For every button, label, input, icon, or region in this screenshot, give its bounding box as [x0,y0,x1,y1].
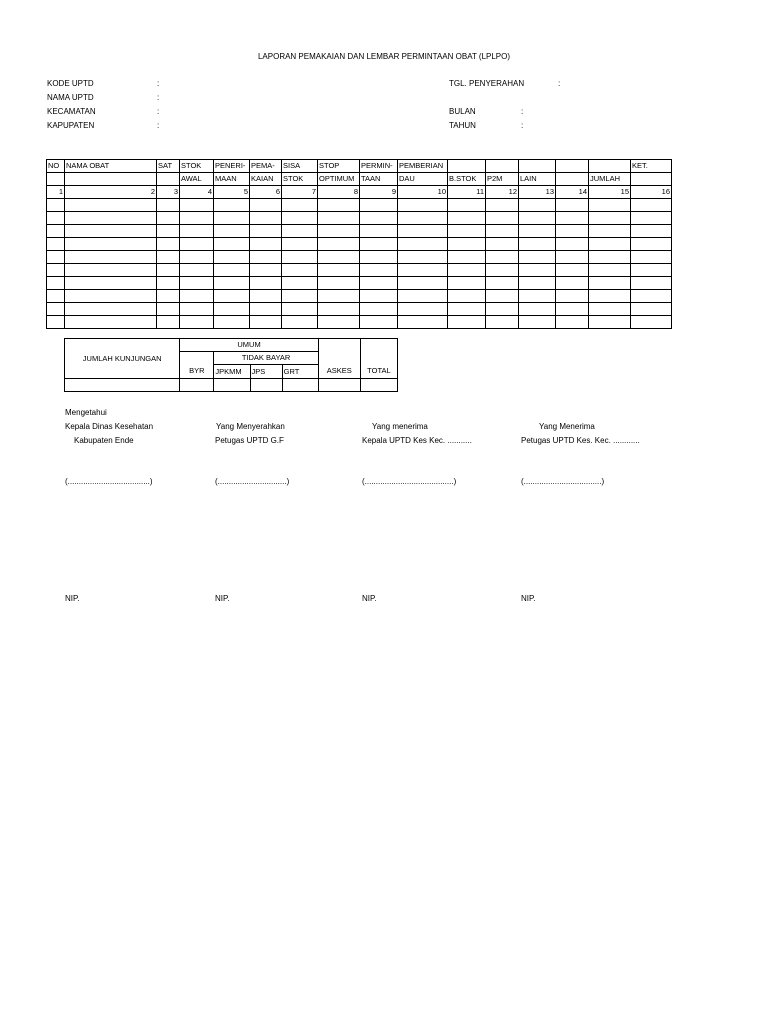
table-cell [589,160,631,173]
table-cell [398,238,448,251]
table-cell [398,277,448,290]
table-cell [486,225,519,238]
table-row [47,238,672,251]
table-cell [398,225,448,238]
sig1-nip: NIP. [65,594,80,603]
table-cell [448,160,486,173]
table-cell [180,225,214,238]
table-cell [589,212,631,225]
jpkmm-header: JPKMM [214,365,250,379]
sig4-blank: (...................................) [521,477,605,486]
table-cell: 12 [486,186,519,199]
table-cell [589,277,631,290]
table-cell [589,290,631,303]
table-cell [360,290,398,303]
table-cell [250,303,282,316]
table-cell [556,225,589,238]
sig3-title: Yang menerima [372,422,428,431]
table-cell [448,316,486,329]
table-cell [519,160,556,173]
field-tgl-penyerahan-sep: : [558,79,561,88]
table-cell: DAU [398,173,448,186]
table-cell: 2 [65,186,157,199]
table-cell [398,264,448,277]
table-cell [556,173,589,186]
table-cell: KAIAN [250,173,282,186]
table-cell: 5 [214,186,250,199]
table-cell [631,316,672,329]
table-cell [631,173,672,186]
table-cell [47,212,65,225]
table-cell [250,199,282,212]
grt-header: GRT [282,365,318,379]
table-cell [556,238,589,251]
visit-value-cell [214,379,250,392]
table-cell [157,238,180,251]
table-cell [214,290,250,303]
table-cell [282,212,318,225]
table-row [47,199,672,212]
table-cell [157,303,180,316]
jps-header: JPS [250,365,282,379]
table-cell [282,277,318,290]
table-cell [65,316,157,329]
table-cell [282,238,318,251]
table-cell [589,225,631,238]
visit-value-cell [250,379,282,392]
table-cell [631,199,672,212]
table-cell [556,303,589,316]
table-cell [360,251,398,264]
table-cell [214,264,250,277]
table-cell [448,264,486,277]
table-cell [486,212,519,225]
table-cell [398,212,448,225]
table-cell [631,212,672,225]
table-cell [65,277,157,290]
visit-value-cell [318,379,360,392]
table-cell [398,251,448,264]
table-cell [631,277,672,290]
table-cell [631,290,672,303]
table-cell: KET. [631,160,672,173]
jumlah-kunjungan-cell: JUMLAH KUNJUNGAN [65,339,180,379]
table-cell [486,316,519,329]
table-cell [250,316,282,329]
table-cell: 8 [318,186,360,199]
table-cell [556,290,589,303]
table-cell [282,303,318,316]
table-row [47,160,672,173]
table-cell [486,264,519,277]
table-cell [214,316,250,329]
table-row [47,225,672,238]
table-cell [180,303,214,316]
field-tahun-sep: : [521,121,524,130]
table-cell [589,251,631,264]
table-cell: 11 [448,186,486,199]
table-cell [398,199,448,212]
table-cell [318,225,360,238]
table-cell: AWAL [180,173,214,186]
table-cell [360,225,398,238]
table-cell [448,277,486,290]
table-cell: 1 [47,186,65,199]
table-cell [250,277,282,290]
visit-table [64,338,398,392]
table-cell [589,199,631,212]
byr-top [180,352,214,365]
sig2-blank: (...............................) [215,477,290,486]
table-cell [214,225,250,238]
table-cell: 6 [250,186,282,199]
visit-value-cell [65,379,180,392]
table-cell [65,225,157,238]
table-cell [448,199,486,212]
table-cell [65,238,157,251]
table-cell [589,264,631,277]
table-cell: STOK [180,160,214,173]
table-cell [519,251,556,264]
sig1-subtitle: Kabupaten Ende [74,436,134,445]
table-cell [486,251,519,264]
table-cell [180,316,214,329]
table-row [47,277,672,290]
table-cell [519,238,556,251]
table-cell [250,212,282,225]
table-cell [519,264,556,277]
table-cell [157,316,180,329]
tidak-bayar-header: TIDAK BAYAR [214,352,318,365]
table-cell [47,290,65,303]
table-cell: 3 [157,186,180,199]
table-cell: STOP [318,160,360,173]
table-cell [250,225,282,238]
table-cell [47,199,65,212]
table-cell [589,316,631,329]
table-cell [360,238,398,251]
sig2-nip: NIP. [215,594,230,603]
askes-mid [318,352,360,365]
table-cell [157,173,180,186]
table-cell: NAMA OBAT [65,160,157,173]
table-cell [180,264,214,277]
visit-value-cell [282,379,318,392]
table-cell: PEMA- [250,160,282,173]
table-cell: 16 [631,186,672,199]
table-cell [519,212,556,225]
table-cell [360,199,398,212]
table-cell: SISA [282,160,318,173]
total-header: TOTAL [360,365,397,379]
sig3-subtitle: Kepala UPTD Kes Kec. ........... [362,436,472,445]
table-cell [157,277,180,290]
table-cell [486,277,519,290]
table-cell [47,238,65,251]
table-cell [556,251,589,264]
table-cell: 10 [398,186,448,199]
table-cell [556,277,589,290]
visit-value-cell [360,379,397,392]
table-cell: JUMLAH [589,173,631,186]
drug-table [46,159,672,329]
table-cell [47,303,65,316]
table-cell [318,290,360,303]
table-cell [157,212,180,225]
table-cell [180,212,214,225]
table-cell [214,199,250,212]
table-cell [631,264,672,277]
table-cell [448,212,486,225]
table-cell: P2M [486,173,519,186]
sig1-blank: (.....................................) [65,477,153,486]
table-cell [360,316,398,329]
table-cell [448,238,486,251]
table-cell [318,238,360,251]
table-cell: 14 [556,186,589,199]
field-kode-uptd-label: KODE UPTD [47,79,94,88]
table-cell [486,290,519,303]
table-cell [631,225,672,238]
table-cell [47,277,65,290]
table-cell [250,264,282,277]
sig3-nip: NIP. [362,594,377,603]
table-cell [448,225,486,238]
table-cell [282,225,318,238]
sig4-nip: NIP. [521,594,536,603]
field-kapupaten-sep: : [157,121,160,130]
field-kode-uptd-sep: : [157,79,160,88]
table-cell [360,303,398,316]
field-kapupaten-label: KAPUPATEN [47,121,95,130]
table-cell [486,160,519,173]
table-cell: TAAN [360,173,398,186]
table-cell [318,316,360,329]
table-cell [398,303,448,316]
table-cell [486,238,519,251]
table-cell [180,277,214,290]
table-cell [318,199,360,212]
table-cell [157,264,180,277]
table-cell [318,212,360,225]
mengetahui-label: Mengetahui [65,408,107,417]
table-row [47,251,672,264]
table-cell [47,251,65,264]
table-cell [65,303,157,316]
table-cell [180,199,214,212]
table-cell [65,199,157,212]
table-cell [589,238,631,251]
report-title: LAPORAN PEMAKAIAN DAN LEMBAR PERMINTAAN OBAT (LPLPO) [257,52,511,61]
table-cell [631,303,672,316]
table-cell [448,290,486,303]
table-cell [180,251,214,264]
table-cell [65,251,157,264]
table-cell [631,251,672,264]
table-cell [519,290,556,303]
table-cell: SAT [157,160,180,173]
table-cell [282,264,318,277]
field-nama-uptd-sep: : [157,93,160,102]
table-row [47,303,672,316]
sig2-title: Yang Menyerahkan [216,422,285,431]
table-cell [486,303,519,316]
table-cell [250,290,282,303]
table-row [47,212,672,225]
table-cell [65,290,157,303]
table-cell [556,264,589,277]
table-cell [250,251,282,264]
askes-top [318,339,360,352]
table-cell [360,264,398,277]
table-cell: OPTIMUM [318,173,360,186]
table-cell [214,238,250,251]
table-cell [180,238,214,251]
table-cell [250,238,282,251]
visit-value-cell [180,379,214,392]
table-cell [318,303,360,316]
table-cell: PEMBERIAN [398,160,448,173]
sig2-subtitle: Petugas UPTD G.F [215,436,284,445]
table-cell: NO [47,160,65,173]
table-cell: 4 [180,186,214,199]
table-cell [65,212,157,225]
field-tgl-penyerahan-label: TGL. PENYERAHAN [449,79,525,88]
table-cell [214,303,250,316]
table-cell: LAIN [519,173,556,186]
table-cell [519,199,556,212]
table-cell [318,264,360,277]
table-row [47,316,672,329]
table-cell: B.STOK [448,173,486,186]
table-cell [65,173,157,186]
table-cell [47,173,65,186]
table-cell [47,225,65,238]
total-mid [360,352,397,365]
table-cell [282,316,318,329]
table-cell [47,264,65,277]
askes-header: ASKES [318,365,360,379]
total-top [360,339,397,352]
field-tahun-label: TAHUN [449,121,476,130]
table-cell [65,264,157,277]
table-cell: 13 [519,186,556,199]
table-cell: PERMIN- [360,160,398,173]
table-cell [519,277,556,290]
sig3-blank: (........................................) [362,477,457,486]
table-cell [519,303,556,316]
table-cell: PENERI- [214,160,250,173]
table-cell: MAAN [214,173,250,186]
table-cell [214,277,250,290]
field-kecamatan-label: KECAMATAN [47,107,96,116]
table-cell [486,199,519,212]
field-bulan-label: BULAN [449,107,476,116]
sig4-subtitle: Petugas UPTD Kes. Kec. ............ [521,436,640,445]
table-cell [556,212,589,225]
table-cell [282,199,318,212]
table-cell [157,199,180,212]
table-row [47,186,672,199]
table-cell [318,277,360,290]
table-cell [214,251,250,264]
sig4-title: Yang Menerima [539,422,595,431]
table-cell [157,290,180,303]
table-cell: 15 [589,186,631,199]
table-cell [556,316,589,329]
field-bulan-sep: : [521,107,524,116]
table-cell [589,303,631,316]
table-cell: 9 [360,186,398,199]
table-cell [360,277,398,290]
field-nama-uptd-label: NAMA UPTD [47,93,94,102]
table-row [47,290,672,303]
table-row [47,264,672,277]
byr-header: BYR [180,365,214,379]
table-cell [398,290,448,303]
table-cell [180,290,214,303]
table-cell [282,251,318,264]
table-cell [556,199,589,212]
table-cell [360,212,398,225]
table-cell [157,225,180,238]
table-cell [519,225,556,238]
table-cell: 7 [282,186,318,199]
table-cell [556,160,589,173]
table-cell [157,251,180,264]
table-cell [519,316,556,329]
table-cell [631,238,672,251]
field-kecamatan-sep: : [157,107,160,116]
table-cell [47,316,65,329]
table-cell [448,251,486,264]
table-row [47,173,672,186]
table-cell [318,251,360,264]
table-cell [398,316,448,329]
sig1-title: Kepala Dinas Kesehatan [65,422,154,431]
umum-header: UMUM [180,339,318,352]
table-cell [214,212,250,225]
table-cell [448,303,486,316]
table-cell: STOK [282,173,318,186]
table-cell [282,290,318,303]
